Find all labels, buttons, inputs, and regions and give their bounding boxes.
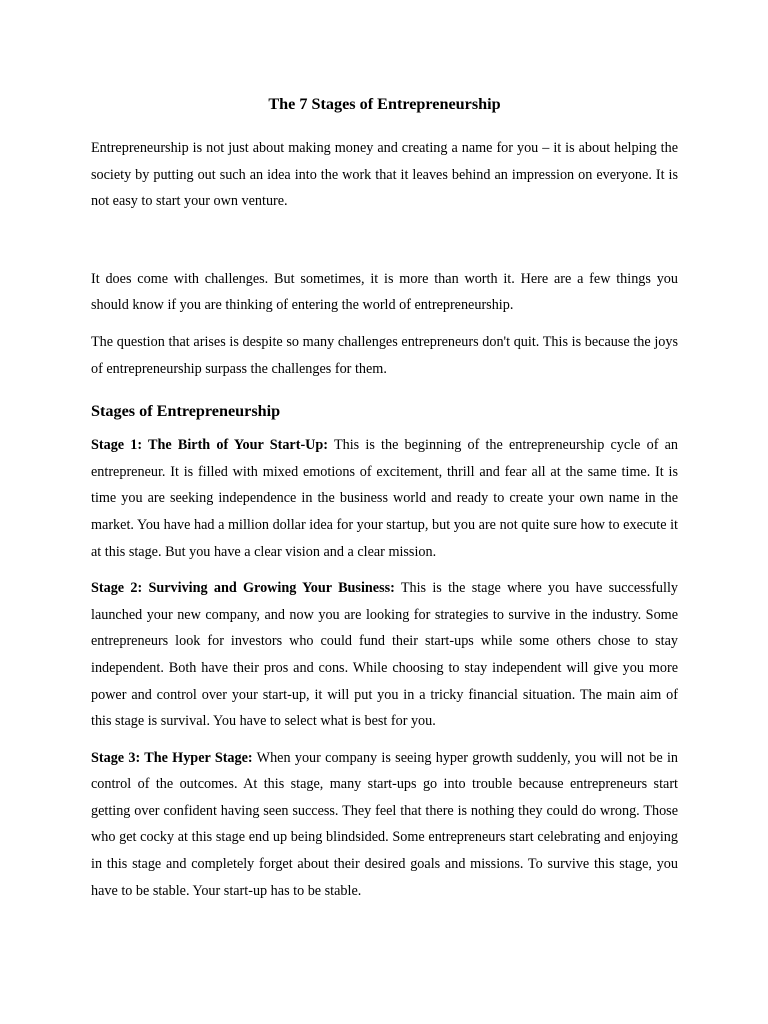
stage-2-text: This is the stage where you have successfully launched your new company, and now you are looking for strategies to survive in the industry. Some entrepreneurs look for investors who could fund their start-ups while some others chose to stay independent. Both have their pros and cons. While choosing to stay independent will give you more power and control over your start-up, it will put you in a tricky financial situation. The main aim of this stage is survival. You have to select what is best for you. xyxy=(91,580,678,730)
document-title: The 7 Stages of Entrepreneurship xyxy=(268,95,501,113)
stage-3-label: Stage 3: The Hyper Stage: xyxy=(91,749,253,766)
stage-2-label: Stage 2: Surviving and Growing Your Business: xyxy=(91,580,395,597)
question-paragraph: The question that arises is despite so many challenges entrepreneurs don't quit. This is because the joys of entrepreneurship surpass the challenges for them. xyxy=(91,333,678,377)
section-heading: Stages of Entrepreneurship xyxy=(91,402,281,421)
stage-1-text: This is the beginning of the entrepreneurship cycle of an entrepreneur. It is filled with mixed emotions of excitement, thrill and fear all at the same time. It is time you are seeking independence in the business world and ready to create your own name in the market. You have had a million dollar idea for your startup, but you are not quite sure how to execute it at this stage. But you have a clear vision and a clear mission. xyxy=(91,437,679,560)
stage-3-text: When your company is seeing hyper growth suddenly, you will not be in control of the outcomes. At this stage, many start-ups go into trouble because entrepreneurs start getting over confident having seen success. They feel that there is nothing they could do wrong. Those who get cocky at this stage end up being blindsided. Some entrepreneurs start celebrating and enjoying in this stage and completely forget about their desired goals and missions. To survive this stage, you have to be stable. Your start-up has to be stable. xyxy=(91,749,678,899)
stage-2-paragraph xyxy=(91,575,678,735)
stage-1-paragraph xyxy=(91,432,678,565)
challenges-paragraph: It does come with challenges. But sometimes, it is more than worth it. Here are a few things you should know if you are thinking of entering the world of entrepreneurship. xyxy=(91,270,678,314)
stage-1-label: Stage 1: The Birth of Your Start-Up: xyxy=(91,437,329,454)
document-body xyxy=(91,93,678,914)
intro-paragraph: Entrepreneurship is not just about making money and creating a name for you – it is about helping the society by putting out such an idea into the work that it leaves behind an impression on everyone. It is not easy to start your own venture. xyxy=(91,140,678,210)
stage-3-paragraph xyxy=(91,745,678,905)
